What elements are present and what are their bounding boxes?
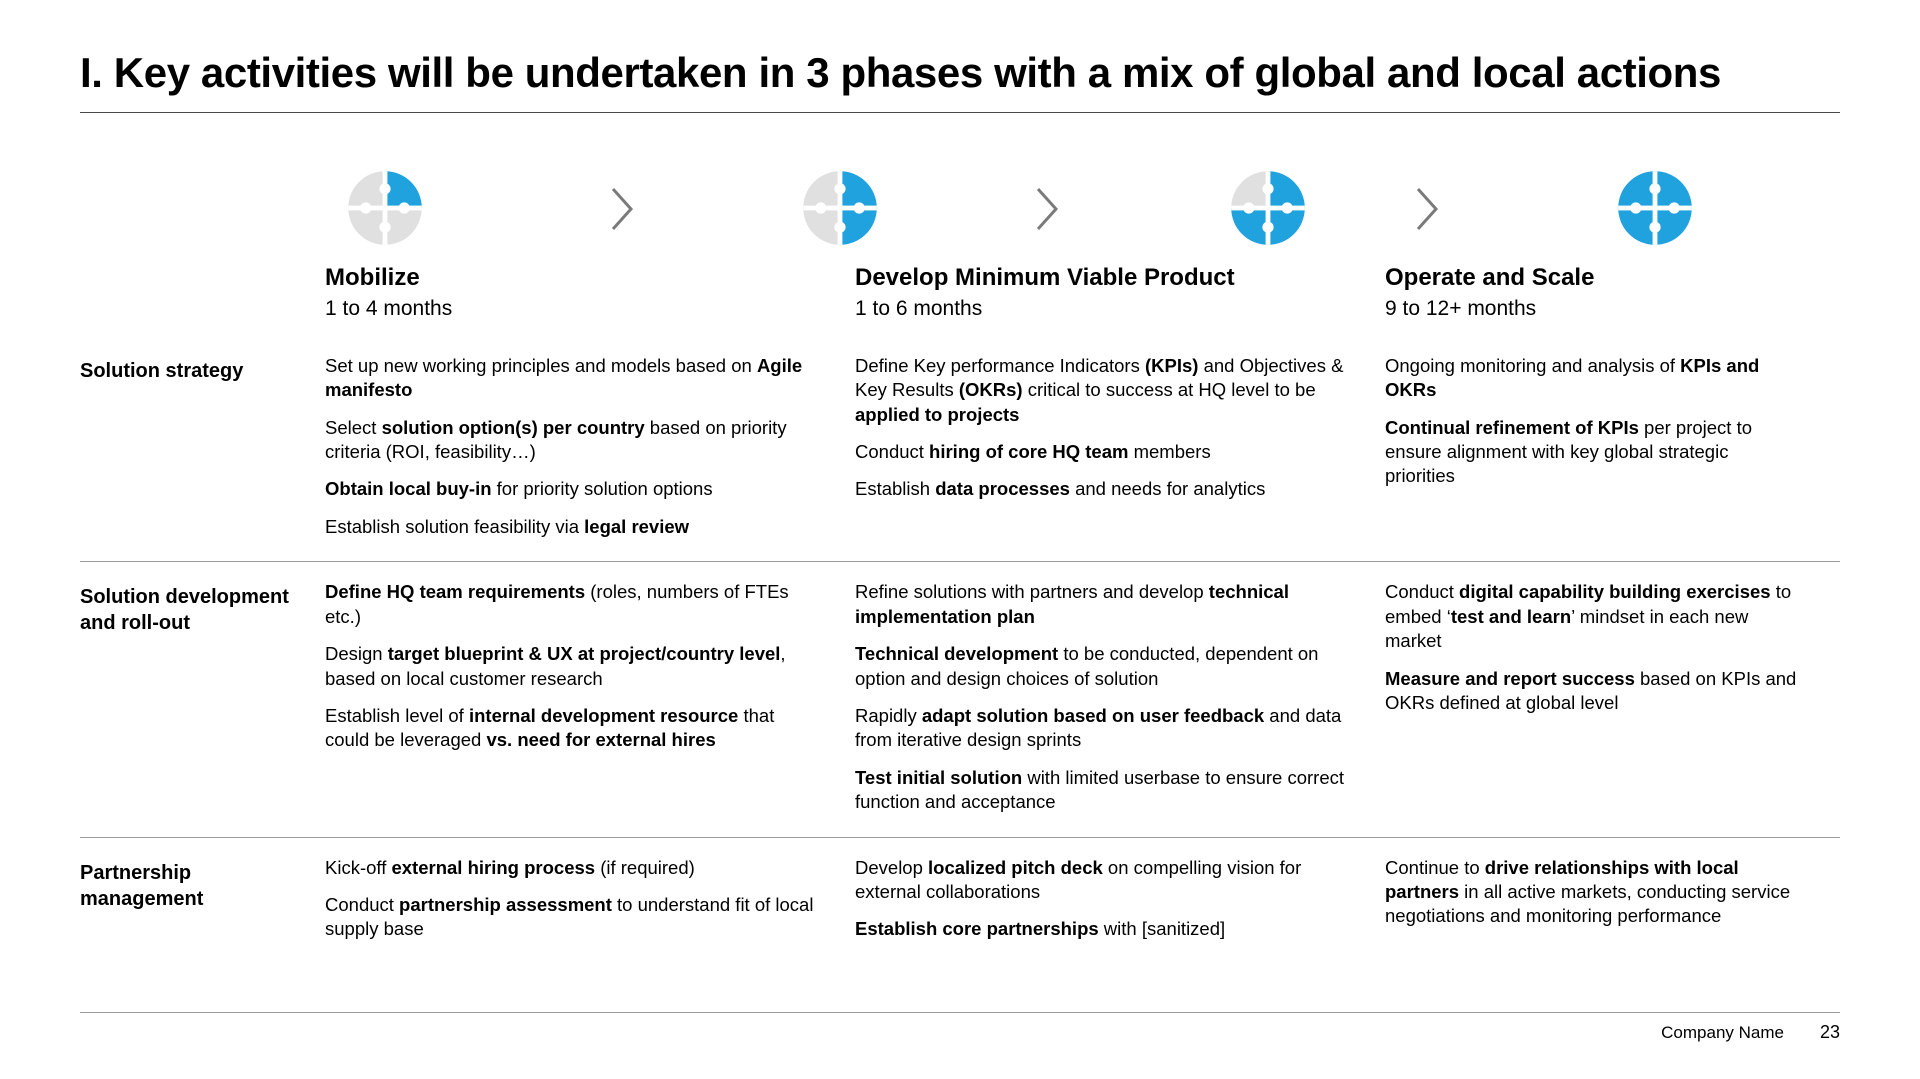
puzzle-icon-three-quarter <box>1228 168 1308 248</box>
phase-header-mobilize <box>325 263 855 336</box>
page-title: I. Key activities will be undertaken in 3 phases with a mix of global and local actions <box>80 49 1721 96</box>
phase-title: Mobilize <box>325 263 420 291</box>
bullet: Conduct hiring of core HQ team members <box>855 441 1211 463</box>
footer-company-name: Company Name <box>1661 1023 1784 1042</box>
cell-development-operate <box>1385 562 1840 836</box>
bullet: Kick-off external hiring process (if required) <box>325 856 695 878</box>
phase-header-operate <box>1385 263 1840 336</box>
row-label-partnership-management: Partnership management <box>80 861 204 910</box>
cell-strategy-operate <box>1385 336 1840 561</box>
puzzle-icon-half <box>800 168 880 248</box>
cell-partnership-mvp <box>855 838 1385 964</box>
cell-strategy-mvp <box>855 336 1385 561</box>
bullet: Test initial solution with limited userbase to ensure correct function and acceptance <box>855 766 1345 813</box>
row-label-solution-development: Solution development and roll-out <box>80 586 289 635</box>
bullet: Set up new working principles and models based on Agile manifesto <box>325 354 803 401</box>
cell-partnership-mobilize <box>325 838 855 964</box>
page-number: 23 <box>1819 1022 1840 1042</box>
bullet: Define HQ team requirements (roles, numbers of FTEs etc.) <box>325 581 789 627</box>
bullet: Ongoing monitoring and analysis of KPIs and OKRs <box>1385 354 1760 401</box>
phase-duration: 9 to 12+ months <box>1385 296 1537 320</box>
bullet: Continue to drive relationships with local partners in all active markets, conducting service negotiations and monitoring performance <box>1385 856 1791 927</box>
cell-strategy-mobilize <box>325 336 855 561</box>
bullet: Establish data processes and needs for analytics <box>855 478 1266 500</box>
phase-header-mvp <box>855 263 1385 336</box>
chevron-right-icon-2 <box>1030 183 1064 235</box>
phase-duration: 1 to 4 months <box>325 296 453 320</box>
table-row <box>80 561 1840 836</box>
bullet: Technical development to be conducted, dependent on option and design choices of solution <box>855 643 1319 689</box>
bullet: Continual refinement of KPIs per project to ensure alignment with key global strategic priorities <box>1385 416 1753 487</box>
cell-partnership-operate <box>1385 838 1840 964</box>
bullet: Design target blueprint & UX at project/country level, based on local customer research <box>325 643 786 689</box>
bullet: Refine solutions with partners and develop technical implementation plan <box>855 581 1289 627</box>
bullet: Establish solution feasibility via legal review <box>325 515 690 537</box>
bullet: Rapidly adapt solution based on user feedback and data from iterative design sprints <box>855 704 1342 751</box>
bullet: Establish level of internal development resource that could be leveraged vs. need for external hires <box>325 704 775 751</box>
bullet: Develop localized pitch deck on compelling vision for external collaborations <box>855 856 1302 902</box>
cell-development-mvp <box>855 562 1385 836</box>
phase-icon-band <box>80 113 1840 263</box>
bullet: Measure and report success based on KPIs and OKRs defined at global level <box>1385 667 1797 713</box>
bullet: Select solution option(s) per country based on priority criteria (ROI, feasibility…) <box>325 416 787 463</box>
row-label-solution-strategy: Solution strategy <box>80 359 244 382</box>
bullet: Establish core partnerships with [sanitized] <box>855 918 1226 940</box>
cell-development-mobilize <box>325 562 855 836</box>
phase-duration: 1 to 6 months <box>855 296 983 320</box>
puzzle-icon-quarter <box>345 168 425 248</box>
bullet: Define Key performance Indicators (KPIs) and Objectives & Key Results (OKRs) critical to success at HQ level to be applied to projects <box>855 354 1344 425</box>
phase-title: Operate and Scale <box>1385 263 1595 291</box>
bullet: Obtain local buy-in for priority solution options <box>325 478 713 500</box>
chevron-right-icon-3 <box>1410 183 1444 235</box>
bullet: Conduct digital capability building exercises to embed ‘test and learn’ mindset in each new market <box>1385 581 1792 652</box>
chevron-right-icon-1 <box>605 183 639 235</box>
puzzle-icon-full <box>1615 168 1695 248</box>
table-row <box>80 837 1840 964</box>
footer <box>1661 1022 1840 1043</box>
footer-divider <box>80 1012 1840 1013</box>
table-row <box>80 336 1840 561</box>
bullet: Conduct partnership assessment to understand fit of local supply base <box>325 893 814 940</box>
phase-title: Develop Minimum Viable Product <box>855 263 1235 291</box>
activities-grid <box>80 336 1840 964</box>
phase-header-row <box>80 263 1840 336</box>
